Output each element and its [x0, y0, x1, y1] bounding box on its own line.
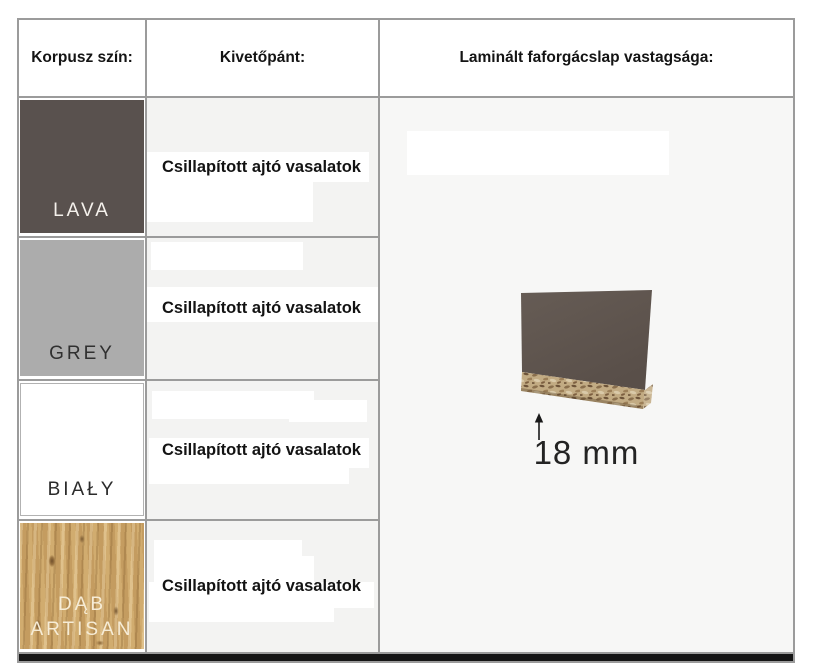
hinge-text: Csillapított ajtó vasalatok: [162, 299, 361, 317]
header-label-hinge: Kivetőpánt:: [219, 49, 306, 66]
bottom-bar: [19, 654, 793, 661]
product-spec-table: [17, 18, 795, 663]
color-swatch-lava: [20, 100, 144, 233]
white-patch: [289, 400, 367, 422]
thickness-value: 18 mm: [533, 434, 640, 471]
hinge-cell-row3: [147, 381, 380, 521]
hinge-cell-row1: [147, 98, 380, 238]
header-cell-thickness: [380, 20, 793, 98]
white-patch: [154, 540, 302, 556]
thickness-cell: [380, 98, 793, 654]
color-swatch-grey: [20, 240, 144, 376]
color-swatch-dab-artisan: [20, 523, 144, 649]
hinge-text: Csillapított ajtó vasalatok: [162, 440, 361, 459]
color-swatch-bialy: [20, 383, 144, 516]
chipboard-illustration: [516, 288, 658, 414]
hinge-text: Csillapított ajtó vasalatok: [162, 157, 361, 176]
header-label-thickness: Laminált faforgácslap vastagsága:: [459, 49, 714, 66]
swatch-label-dab-artisan: DĄB ARTISAN: [30, 593, 134, 641]
swatch-cell-dab-artisan: [19, 521, 147, 654]
swatch-cell-lava: [19, 98, 147, 238]
white-patch: [407, 131, 669, 175]
swatch-label-grey: GREY: [49, 343, 115, 365]
white-patch: [147, 182, 313, 222]
swatch-label-bialy: BIAŁY: [47, 479, 117, 501]
white-patch: [149, 468, 349, 484]
white-patch: [149, 608, 334, 622]
header-cell-korpusz-szin: [19, 20, 147, 98]
swatch-cell-bialy: [19, 381, 147, 521]
hinge-text: Csillapított ajtó vasalatok: [162, 577, 361, 595]
swatch-cell-grey: [19, 238, 147, 381]
white-patch: [151, 242, 303, 270]
header-label-body-color: Korpusz szín:: [31, 49, 133, 66]
hinge-cell-row2: [147, 238, 380, 381]
header-cell-kivetopant: [147, 20, 380, 98]
hinge-cell-row4: [147, 521, 380, 654]
swatch-label-lava: LAVA: [53, 200, 111, 222]
